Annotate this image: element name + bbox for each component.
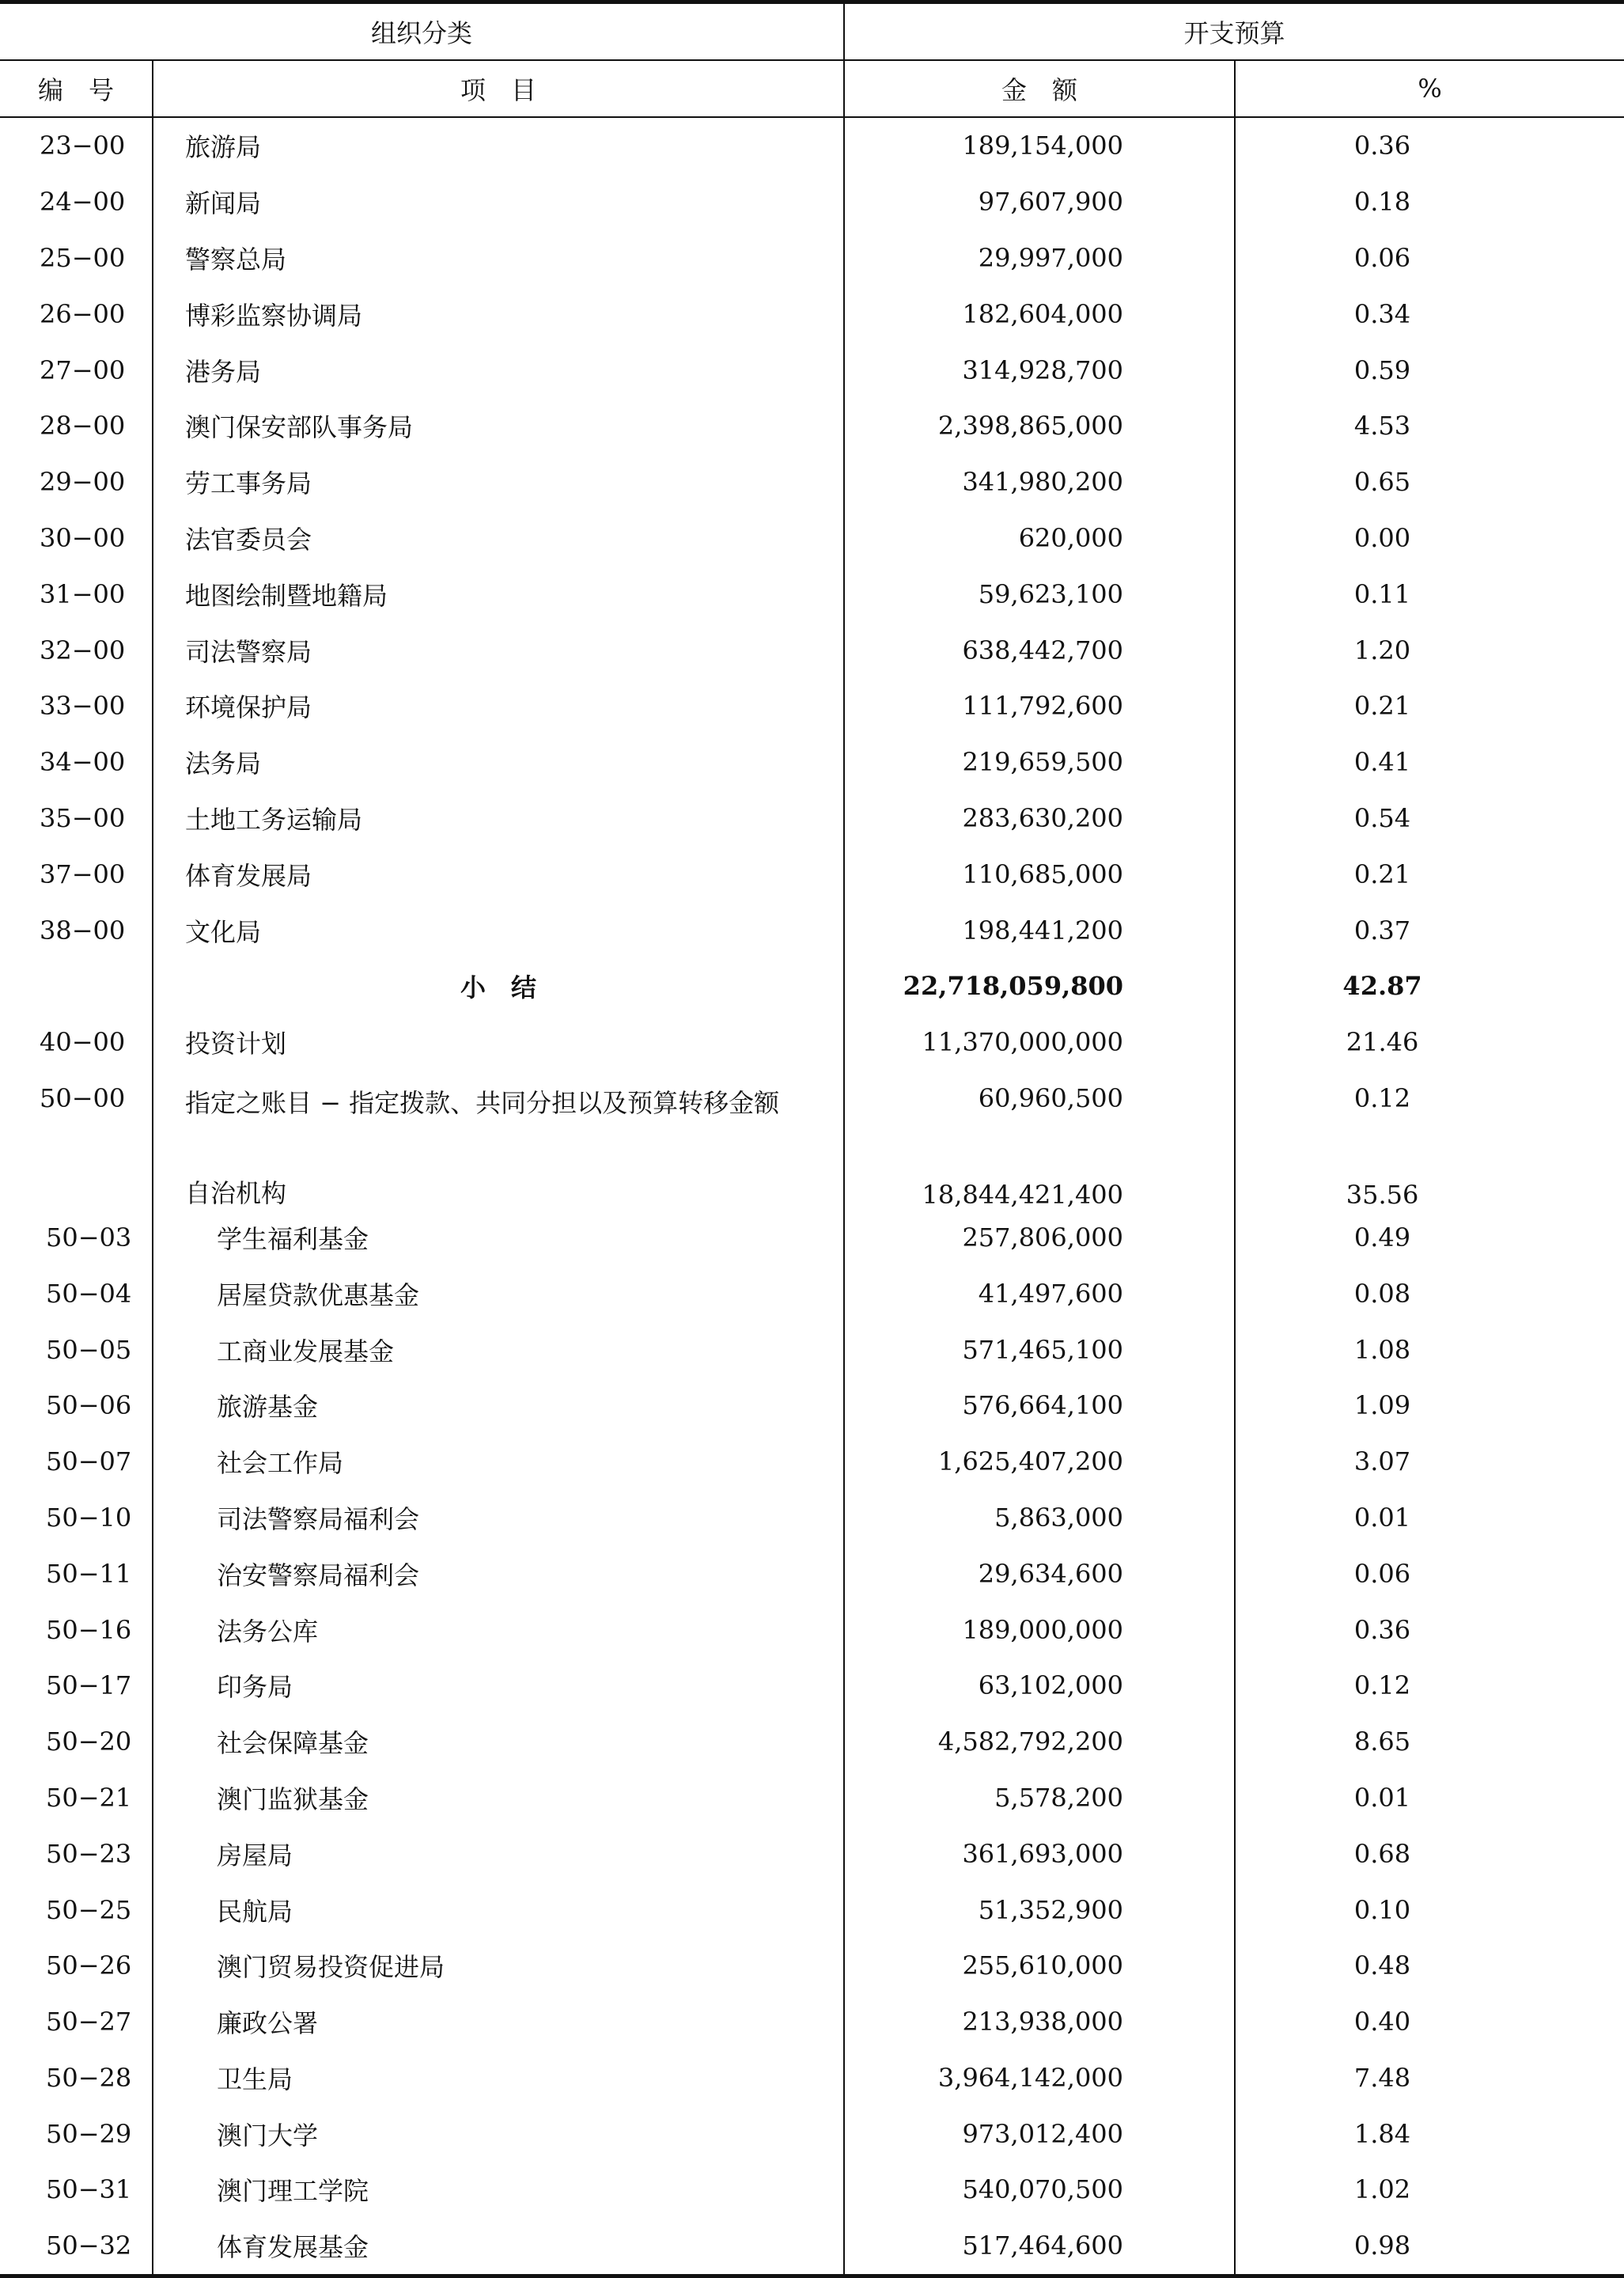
row-amount: 51,352,900 xyxy=(844,1882,1235,1938)
row-item: 旅游局 xyxy=(153,117,844,174)
row-code: 25−00 xyxy=(0,230,153,286)
row-amount: 1,625,407,200 xyxy=(844,1434,1235,1490)
row-item: 卫生局 xyxy=(153,2050,844,2106)
row-item: 警察总局 xyxy=(153,230,844,286)
row-code: 50−20 xyxy=(0,1714,153,1770)
row-amount: 111,792,600 xyxy=(844,678,1235,734)
table-row xyxy=(0,1714,1624,1770)
row-percent: 21.46 xyxy=(1346,1027,1419,1058)
row-code: 34−00 xyxy=(0,734,153,790)
row-code: 50−16 xyxy=(0,1601,153,1658)
row-code: 50−31 xyxy=(0,2162,153,2218)
row-amount: 22,718,059,800 xyxy=(844,958,1235,1014)
row-code: 50−27 xyxy=(0,1994,153,2050)
row-amount: 973,012,400 xyxy=(844,2106,1235,2162)
table-row xyxy=(0,1014,1624,1071)
row-code: 27−00 xyxy=(0,342,153,398)
row-code: 50−11 xyxy=(0,1545,153,1601)
row-amount: 182,604,000 xyxy=(844,286,1235,342)
row-code: 50−29 xyxy=(0,2106,153,2162)
row-code: 33−00 xyxy=(0,678,153,734)
row-item: 学生福利基金 xyxy=(153,1210,844,1266)
row-amount: 189,154,000 xyxy=(844,117,1235,174)
table-row xyxy=(0,2106,1624,2162)
header-code: 编 号 xyxy=(0,60,153,117)
row-item: 法官委员会 xyxy=(153,510,844,567)
row-percent: 0.08 xyxy=(1353,1278,1411,1309)
row-amount: 59,623,100 xyxy=(844,566,1235,622)
row-percent: 0.21 xyxy=(1353,691,1411,722)
row-percent: 1.09 xyxy=(1353,1390,1411,1421)
row-percent: 7.48 xyxy=(1353,2062,1411,2093)
row-item: 指定之账目 − 指定拨款、共同分担以及预算转移金额 xyxy=(153,1071,844,1159)
row-code: 50−23 xyxy=(0,1825,153,1882)
row-amount: 638,442,700 xyxy=(844,622,1235,678)
row-item: 新闻局 xyxy=(153,174,844,230)
row-amount: 110,685,000 xyxy=(844,846,1235,902)
row-amount: 11,370,000,000 xyxy=(844,1014,1235,1071)
row-code: 50−17 xyxy=(0,1658,153,1714)
row-percent: 0.12 xyxy=(1353,1082,1411,1113)
row-percent: 0.48 xyxy=(1353,1950,1411,1981)
row-code: 23−00 xyxy=(0,117,153,174)
row-item: 小 结 xyxy=(153,958,844,1014)
row-code: 24−00 xyxy=(0,174,153,230)
table-row xyxy=(0,398,1624,454)
table-row xyxy=(0,510,1624,567)
row-amount: 361,693,000 xyxy=(844,1825,1235,1882)
row-code: 31−00 xyxy=(0,566,153,622)
row-code: 30−00 xyxy=(0,510,153,567)
row-percent: 0.65 xyxy=(1353,467,1411,498)
row-percent: 0.37 xyxy=(1353,915,1411,946)
row-percent: 3.07 xyxy=(1353,1446,1411,1477)
row-item: 法务公库 xyxy=(153,1601,844,1658)
row-code: 50−25 xyxy=(0,1882,153,1938)
header-budget: 开支预算 xyxy=(844,2,1624,61)
row-percent: 0.06 xyxy=(1353,1558,1411,1589)
row-amount: 5,863,000 xyxy=(844,1490,1235,1546)
header-org-class: 组织分类 xyxy=(0,2,844,61)
row-code: 38−00 xyxy=(0,902,153,958)
row-item: 司法警察局 xyxy=(153,622,844,678)
row-amount: 63,102,000 xyxy=(844,1658,1235,1714)
table-row xyxy=(0,566,1624,622)
row-item: 澳门大学 xyxy=(153,2106,844,2162)
row-percent: 0.01 xyxy=(1353,1502,1411,1533)
row-amount: 540,070,500 xyxy=(844,2162,1235,2218)
row-item: 法务局 xyxy=(153,734,844,790)
table-row xyxy=(0,117,1624,174)
table-row xyxy=(0,1882,1624,1938)
table-row xyxy=(0,902,1624,958)
table-row xyxy=(0,454,1624,510)
row-percent: 0.59 xyxy=(1353,354,1411,385)
row-item: 澳门理工学院 xyxy=(153,2162,844,2218)
row-code: 50−00 xyxy=(0,1071,153,1159)
row-item: 环境保护局 xyxy=(153,678,844,734)
row-item: 社会保障基金 xyxy=(153,1714,844,1770)
row-amount: 4,582,792,200 xyxy=(844,1714,1235,1770)
header-percent: % xyxy=(1235,60,1624,117)
row-amount: 29,997,000 xyxy=(844,230,1235,286)
row-code: 28−00 xyxy=(0,398,153,454)
row-percent: 1.84 xyxy=(1353,2118,1411,2149)
row-code: 35−00 xyxy=(0,790,153,847)
row-amount: 29,634,600 xyxy=(844,1545,1235,1601)
row-amount: 255,610,000 xyxy=(844,1938,1235,1994)
row-percent: 0.49 xyxy=(1353,1222,1411,1253)
row-percent: 4.53 xyxy=(1353,411,1411,442)
table-row xyxy=(0,958,1624,1014)
row-item: 港务局 xyxy=(153,342,844,398)
row-amount: 18,844,421,400 xyxy=(844,1159,1235,1210)
header-amount: 金 额 xyxy=(844,60,1235,117)
row-item: 民航局 xyxy=(153,1882,844,1938)
row-percent: 1.02 xyxy=(1353,2174,1411,2205)
table-row xyxy=(0,230,1624,286)
table-row xyxy=(0,1545,1624,1601)
table-row xyxy=(0,678,1624,734)
table-row xyxy=(0,1825,1624,1882)
row-amount: 314,928,700 xyxy=(844,342,1235,398)
row-code: 50−03 xyxy=(0,1210,153,1266)
row-percent: 0.40 xyxy=(1353,2007,1411,2037)
row-amount: 517,464,600 xyxy=(844,2218,1235,2276)
row-code xyxy=(0,958,153,1014)
row-item: 自治机构 xyxy=(153,1159,844,1210)
row-amount: 60,960,500 xyxy=(844,1071,1235,1159)
table-row xyxy=(0,1994,1624,2050)
row-percent: 1.08 xyxy=(1353,1334,1411,1365)
table-row xyxy=(0,174,1624,230)
table-row xyxy=(0,1378,1624,1434)
row-item: 博彩监察协调局 xyxy=(153,286,844,342)
row-item: 廉政公署 xyxy=(153,1994,844,2050)
row-amount: 213,938,000 xyxy=(844,1994,1235,2050)
table-row xyxy=(0,1265,1624,1321)
table-row xyxy=(0,1938,1624,1994)
row-amount: 198,441,200 xyxy=(844,902,1235,958)
row-amount: 341,980,200 xyxy=(844,454,1235,510)
row-code: 40−00 xyxy=(0,1014,153,1071)
row-percent: 0.00 xyxy=(1353,522,1411,553)
table-row xyxy=(0,1601,1624,1658)
row-percent: 0.54 xyxy=(1353,802,1411,833)
row-percent: 0.01 xyxy=(1353,1782,1411,1813)
row-percent: 42.87 xyxy=(1342,971,1422,1002)
row-code: 32−00 xyxy=(0,622,153,678)
header-row-2 xyxy=(0,60,1624,117)
row-percent: 0.06 xyxy=(1353,242,1411,273)
row-item: 房屋局 xyxy=(153,1825,844,1882)
table-row xyxy=(0,1071,1624,1159)
row-item: 投资计划 xyxy=(153,1014,844,1071)
row-percent: 0.36 xyxy=(1353,1614,1411,1645)
row-item: 印务局 xyxy=(153,1658,844,1714)
row-amount: 620,000 xyxy=(844,510,1235,567)
table-row xyxy=(0,286,1624,342)
table-row xyxy=(0,622,1624,678)
table-row xyxy=(0,1159,1624,1210)
table-row xyxy=(0,2050,1624,2106)
table-row xyxy=(0,2218,1624,2276)
row-item: 社会工作局 xyxy=(153,1434,844,1490)
row-code: 50−07 xyxy=(0,1434,153,1490)
row-code: 29−00 xyxy=(0,454,153,510)
row-amount: 257,806,000 xyxy=(844,1210,1235,1266)
table-row xyxy=(0,1490,1624,1546)
row-amount: 3,964,142,000 xyxy=(844,2050,1235,2106)
row-amount: 2,398,865,000 xyxy=(844,398,1235,454)
header-item: 项 目 xyxy=(153,60,844,117)
row-code: 50−28 xyxy=(0,2050,153,2106)
row-item: 治安警察局福利会 xyxy=(153,1545,844,1601)
row-amount: 219,659,500 xyxy=(844,734,1235,790)
row-item: 澳门保安部队事务局 xyxy=(153,398,844,454)
row-percent: 0.21 xyxy=(1353,859,1411,889)
row-code: 50−05 xyxy=(0,1321,153,1378)
row-percent: 0.11 xyxy=(1353,578,1411,609)
row-item: 体育发展基金 xyxy=(153,2218,844,2276)
row-amount: 189,000,000 xyxy=(844,1601,1235,1658)
table-row xyxy=(0,1658,1624,1714)
row-percent: 1.20 xyxy=(1353,635,1411,665)
row-code: 50−26 xyxy=(0,1938,153,1994)
row-item: 旅游基金 xyxy=(153,1378,844,1434)
row-item: 司法警察局福利会 xyxy=(153,1490,844,1546)
row-code: 26−00 xyxy=(0,286,153,342)
table-row xyxy=(0,1321,1624,1378)
row-amount: 5,578,200 xyxy=(844,1770,1235,1826)
row-item: 澳门监狱基金 xyxy=(153,1770,844,1826)
row-code: 50−04 xyxy=(0,1265,153,1321)
row-amount: 576,664,100 xyxy=(844,1378,1235,1434)
row-percent: 0.68 xyxy=(1353,1838,1411,1869)
row-item: 居屋贷款优惠基金 xyxy=(153,1265,844,1321)
row-item: 地图绘制暨地籍局 xyxy=(153,566,844,622)
row-code: 50−10 xyxy=(0,1490,153,1546)
row-item: 文化局 xyxy=(153,902,844,958)
row-item: 土地工务运输局 xyxy=(153,790,844,847)
row-percent: 0.10 xyxy=(1353,1894,1411,1925)
row-percent: 0.18 xyxy=(1353,187,1411,218)
table-row xyxy=(0,2162,1624,2218)
table-row xyxy=(0,734,1624,790)
row-code xyxy=(0,1159,153,1210)
table-row xyxy=(0,1210,1624,1266)
row-percent: 0.12 xyxy=(1353,1670,1411,1701)
row-item: 工商业发展基金 xyxy=(153,1321,844,1378)
row-code: 37−00 xyxy=(0,846,153,902)
header-row-1 xyxy=(0,2,1624,61)
table-row xyxy=(0,1770,1624,1826)
row-item: 体育发展局 xyxy=(153,846,844,902)
row-percent: 8.65 xyxy=(1353,1727,1411,1757)
row-amount: 97,607,900 xyxy=(844,174,1235,230)
table-row xyxy=(0,846,1624,902)
row-code: 50−32 xyxy=(0,2218,153,2276)
row-item: 澳门贸易投资促进局 xyxy=(153,1938,844,1994)
row-percent: 0.98 xyxy=(1235,2218,1624,2276)
row-item: 劳工事务局 xyxy=(153,454,844,510)
table-row xyxy=(0,790,1624,847)
row-amount: 283,630,200 xyxy=(844,790,1235,847)
row-percent: 35.56 xyxy=(1346,1179,1419,1210)
row-percent: 0.34 xyxy=(1353,298,1411,329)
row-percent: 0.36 xyxy=(1353,131,1411,161)
row-code: 50−21 xyxy=(0,1770,153,1826)
row-amount: 571,465,100 xyxy=(844,1321,1235,1378)
row-amount: 41,497,600 xyxy=(844,1265,1235,1321)
table-row xyxy=(0,342,1624,398)
row-percent: 0.41 xyxy=(1353,747,1411,778)
table-row xyxy=(0,1434,1624,1490)
row-code: 50−06 xyxy=(0,1378,153,1434)
